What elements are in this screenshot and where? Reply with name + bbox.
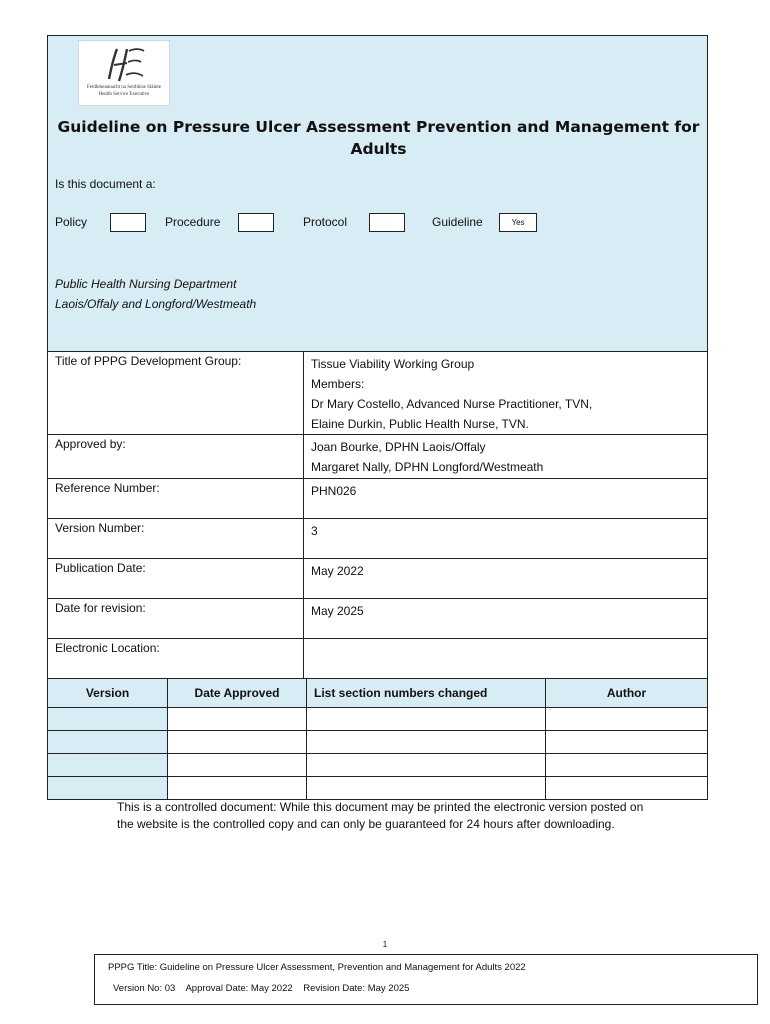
document-title: Guideline on Pressure Ulcer Assessment Prevention and Management for Adults: [57, 118, 700, 158]
table-row: [48, 519, 707, 559]
department-line-1: Public Health Nursing Department: [55, 277, 237, 291]
page-number: 1: [382, 940, 388, 949]
version-header-row: [48, 679, 707, 708]
location-value: [304, 639, 708, 679]
logo-irish-text: Feidhmeannacht na Seirbhíse Sláinte: [86, 85, 161, 90]
footer-meta: [113, 983, 417, 994]
footer-version: Version No: 03: [113, 983, 176, 994]
footer-revision-date: Revision Date: May 2025: [303, 983, 410, 994]
approver-line: Joan Bourke, DPHN Laois/Offaly: [311, 440, 486, 454]
group-value: [304, 352, 708, 435]
table-row: [48, 639, 707, 679]
approver-line: Margaret Nally, DPHN Longford/Westmeath: [311, 460, 544, 474]
reference-label: Reference Number:: [48, 479, 304, 519]
version-label: Version Number:: [48, 519, 304, 559]
col-version-header: Version: [48, 679, 168, 708]
page-footer: [94, 954, 758, 1005]
revision-label: Date for revision:: [48, 599, 304, 639]
procedure-checkbox[interactable]: [238, 213, 274, 232]
document-header: [48, 36, 707, 352]
department-block: [55, 274, 256, 314]
col-date-approved-header: Date Approved: [168, 679, 307, 708]
policy-label: Policy: [55, 215, 88, 229]
footer-approval-date: Approval Date: May 2022: [185, 983, 293, 994]
controlled-document-notice: This is a controlled document: While this document may be printed the electronic version posted on the website is the controlled copy and can only be guaranteed for 24 hours after downloading.: [117, 800, 644, 831]
hse-logo-icon: [101, 45, 147, 85]
group-line: Dr Mary Costello, Advanced Nurse Practitioner, TVN,: [311, 397, 593, 411]
group-line: Members:: [311, 377, 365, 391]
document-type-question: Is this document a:: [55, 177, 156, 191]
table-row: [48, 352, 707, 435]
col-author-header: Author: [546, 679, 708, 708]
table-row: [48, 708, 707, 731]
reference-value: PHN026: [304, 479, 708, 519]
approved-value: [304, 435, 708, 479]
approved-label: Approved by:: [48, 435, 304, 479]
policy-checkbox[interactable]: [110, 213, 146, 232]
logo-english-text: Health Service Executive: [98, 92, 150, 97]
document-details-table: [48, 352, 707, 679]
col-sections-header: List section numbers changed: [307, 679, 546, 708]
publication-label: Publication Date:: [48, 559, 304, 599]
guideline-checkbox[interactable]: Yes: [499, 213, 537, 232]
document-type-row: [55, 213, 695, 235]
table-row: [48, 559, 707, 599]
department-line-2: Laois/Offaly and Longford/Westmeath: [55, 297, 257, 311]
group-label: Title of PPPG Development Group:: [48, 352, 304, 435]
footer-title: PPPG Title: Guideline on Pressure Ulcer Assessment, Prevention and Management for Adults 2022: [108, 962, 526, 973]
guideline-label: Guideline: [432, 215, 483, 229]
hse-logo: [78, 40, 170, 106]
group-line: Tissue Viability Working Group: [311, 357, 475, 371]
procedure-label: Procedure: [165, 215, 221, 229]
table-row: [48, 754, 707, 777]
table-row: [48, 435, 707, 479]
table-row: [48, 599, 707, 639]
document-page: [47, 35, 708, 800]
table-row: [48, 777, 707, 800]
location-label: Electronic Location:: [48, 639, 304, 679]
table-row: [48, 731, 707, 754]
publication-value: May 2022: [304, 559, 708, 599]
revision-value: May 2025: [304, 599, 708, 639]
version-history-table: [48, 679, 707, 799]
version-value: 3: [304, 519, 708, 559]
table-row: [48, 479, 707, 519]
group-line: Elaine Durkin, Public Health Nurse, TVN.: [311, 417, 529, 431]
protocol-checkbox[interactable]: [369, 213, 405, 232]
protocol-label: Protocol: [303, 215, 348, 229]
